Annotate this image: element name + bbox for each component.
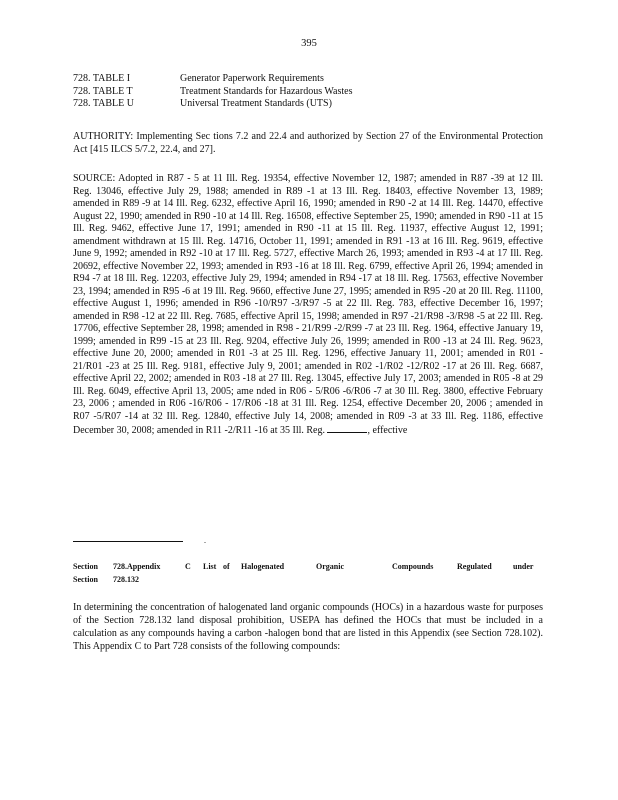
table-title: Treatment Standards for Hazardous Wastes (180, 85, 353, 97)
heading-word: Section (73, 562, 98, 571)
heading-word: Organic (316, 562, 344, 571)
table-entry (73, 86, 543, 99)
section-heading-line (73, 573, 543, 586)
source-end-text: effective (372, 425, 408, 436)
heading-word: C (185, 562, 191, 571)
section-heading-line (73, 560, 543, 573)
heading-word: Halogenated (241, 562, 285, 571)
body-paragraph: In determining the concentration of halogenated land organic compounds (HOCs) in a hazardous waste for purposes of the Section 728.132 land disposal prohibition, USEPA has defined the HOCs that must be included in a calculation as any compounds having a carbon -halogen bond that are listed in this Appendix (see Section 728.102). This Appendix C to Part 728 consists of the following compounds: (73, 602, 543, 652)
table-title: Universal Treatment Standards (UTS) (180, 98, 332, 109)
heading-word: List (203, 562, 217, 571)
table-entry (73, 98, 543, 111)
heading-word: 728.Appendix (113, 562, 161, 571)
table-list (73, 73, 543, 111)
source-paragraph: SOURCE: Adopted in R87 - 5 at 11 Ill. Reg. 19354, effective November 12, 1987; amended in R87 -39 at 12 Ill. Reg. 13046, effective July 29, 1988; amended in R89 -1 at 13 Ill. Reg. 18403, effective November 13, 1989; amended in R89 -9 at 14 Ill. Reg. 6232, effective April 16, 1990; amended in R90 -2 at 14 Ill. Reg. 14470, effective August 22, 1990; amended in R90 -10 at 14 Ill. Reg. 16508, effective September 25, 1990; amended in R90 -11 at 15 Ill. Reg. 9462, effective June 17, 1991; amended in R90 -11 at 15 Ill. Reg. 11937, effective August 12, 1991; amendment withdrawn at 15 Ill. Reg. 14716, October 11, 1991; amended in R91 -13 at 16 Ill. Reg. 9619, effective June 9, 1992; amended in R92 -10 at 17 Ill. Reg. 5727, effective March 26, 1993; amended in R93 -4 at 17 Ill. Reg. 20692, effective November 22, 1993; amended in R93 -16 at 18 Ill. Reg. 6799, effective April 26, 1994; amended in R94 -7 at 18 Ill. Reg. 12203, effective July 29, 1994; amended in R94 -17 at 18 Ill. Reg. 17563, effective November 23, 1994; amended in R95 -6 at 19 Ill. Reg. 9660, effective June 27, 1995; amended in R95 -20 at 20 Ill. Reg. 11100, effective August 1, 1996; amended in R96 -10/R97 -3/R97 -5 at 22 Ill. Reg. 783, effective December 16, 1997; amended in R98 -12 at 22 Ill. Reg. 7685, effective April 15, 1998; amended in R97 -21/R98 -3/R98 -5 at 22 Ill. Reg. 17706, effective September 28, 1998; amended in R98 - 21/R99 -2/R99 -7 at 23 Ill. Reg. 1964, effective January 19, 1999; amended in R99 -15 at 23 Ill. Reg. 9204, effective July 26, 1999; amended in R00 -13 at 24 Ill. Reg. 9623, effective June 20, 2000; amended in R01 -3 at 25 Ill. Reg. 1296, effective January 11, 2001; amended in R01 - 21/R01 -23 at 25 Ill. Reg. 9181, effective July 9, 2001; amended in R02 -1/R02 -12/R02 -17 at 26 Ill. Reg. 6687, effective April 22, 2002; amended in R03 -18 at 27 Ill. Reg. 13045, effective July 17, 2003; amended in R05 -8 at 29 Ill. Reg. 6049, effective April 13, 2005; ame nded in R06 - 5/R06 -6/R06 -7 at 30 Ill. Reg. 3800, effective February 23, 2006 ; amended in R06 -16/R06 - 17/R06 -18 at 31 Ill. Reg. 1254, effective December 20, 2006 ; amended in R07 -5/R07 -14 at 32 Ill. Reg. 12840, effective July 14, 2008; amended in R09 -3 at 33 Ill. Reg. 1186, effective December 30, 2008; amended in R11 -2/R11 -16 at 35 Ill. Reg. , effective (73, 173, 543, 436)
table-id: 728. TABLE U (73, 98, 134, 109)
heading-word: Regulated (457, 562, 492, 571)
table-title: Generator Paperwork Requirements (180, 73, 324, 84)
table-id: 728. TABLE T (73, 85, 133, 97)
page-number: 395 (301, 38, 317, 49)
table-id: 728. TABLE I (73, 73, 131, 84)
heading-word: of (223, 562, 230, 571)
heading-word: 728.132 (113, 575, 139, 584)
heading-word: Section (73, 575, 98, 584)
heading-word: Compounds (392, 562, 434, 571)
authority-paragraph: AUTHORITY: Implementing Sec tions 7.2 and 22.4 and authorized by Section 27 of the Environmental Protection Act [415 ILCS 5/7.2, 22.4, and 27]. (73, 131, 543, 155)
source-text: SOURCE: Adopted in R87 - 5 at 11 Ill. Reg. 19354, effective November 12, 1987; amended in R87 -39 at 12 Ill. Reg. 13046, effective July 29, 1988; amended in R89 -1 at 13 Ill. Reg. 18403, effective November 13, 1989; amended in R89 -9 at 14 Ill. Reg. 6232, effective April 16, 1990; amended in R90 -2 at 14 Ill. Reg. 14470, effective August 22, 1990; amended in R90 -10 at 14 Ill. Reg. 16508, effective September 25, 1990; amended in R90 -11 at 15 Ill. Reg. 9462, effective June 17, 1991; amended in R90 -11 at 15 Ill. Reg. 11937, effective August 12, 1991; amendment withdrawn at 15 Ill. Reg. 14716, October 11, 1991; amended in R91 -13 at 16 Ill. Reg. 9619, effective June 9, 1992; amended in R92 -10 at 17 Ill. Reg. 5727, effective March 26, 1993; amended in R93 -4 at 17 Ill. Reg. 20692, effective November 22, 1993; amended in R93 -16 at 18 Ill. Reg. 6799, effective April 26, 1994; amended in R94 -7 at 18 Ill. Reg. 12203, effective July 29, 1994; amended in R94 -17 at 18 Ill. Reg. 17563, effective November 23, 1994; amended in R95 -6 at 19 Ill. Reg. 9660, effective June 27, 1995; amended in R95 -20 at 20 Ill. Reg. 11100, effective August 1, 1996; amended in R96 -10/R97 -3/R97 -5 at 22 Ill. Reg. 783, effective December 16, 1997; amended in R98 -12 at 22 Ill. Reg. 7685, effective April 15, 1998; amended in R97 -21/R98 -3/R98 -5 at 22 Ill. Reg. 17706, effective September 28, 1998; amended in R98 - 21/R99 -2/R99 -7 at 23 Ill. Reg. 1964, effective January 19, 1999; amended in R99 -15 at 23 Ill. Reg. 9204, effective July 26, 1999; amended in R00 -13 at 24 Ill. Reg. 9623, effective June 20, 2000; amended in R01 -3 at 25 Ill. Reg. 1296, effective January 11, 2001; amended in R01 - 21/R01 -23 at 25 Ill. Reg. 9181, effective July 9, 2001; amended in R02 -1/R02 -12/R02 -17 at 26 Ill. Reg. 6687, effective April 22, 2002; amended in R03 -18 at 27 Ill. Reg. 13045, effective July 17, 2003; amended in R05 -8 at 29 Ill. Reg. 6049, effective April 13, 2005; ame nded in R06 - 5/R06 -6/R06 -7 at 30 Ill. Reg. 3800, effective February 23, 2006 ; amended in R06 -16/R06 - 17/R06 -18 at 31 Ill. Reg. 1254, effective December 20, 2006 ; amended in R07 -5/R07 -14 at 32 Ill. Reg. 12840, effective July 14, 2008; amended in R09 -3 at 33 Ill. Reg. 1186, effective December 30, 2008; amended in R11 -2/R11 -16 at 35 Ill. Reg. (73, 173, 543, 436)
rule-dot: . (204, 536, 206, 545)
heading-word: under (513, 562, 534, 571)
blank-line (327, 423, 367, 433)
section-heading (73, 560, 543, 586)
table-entry (73, 73, 543, 86)
horizontal-rule (73, 541, 183, 542)
